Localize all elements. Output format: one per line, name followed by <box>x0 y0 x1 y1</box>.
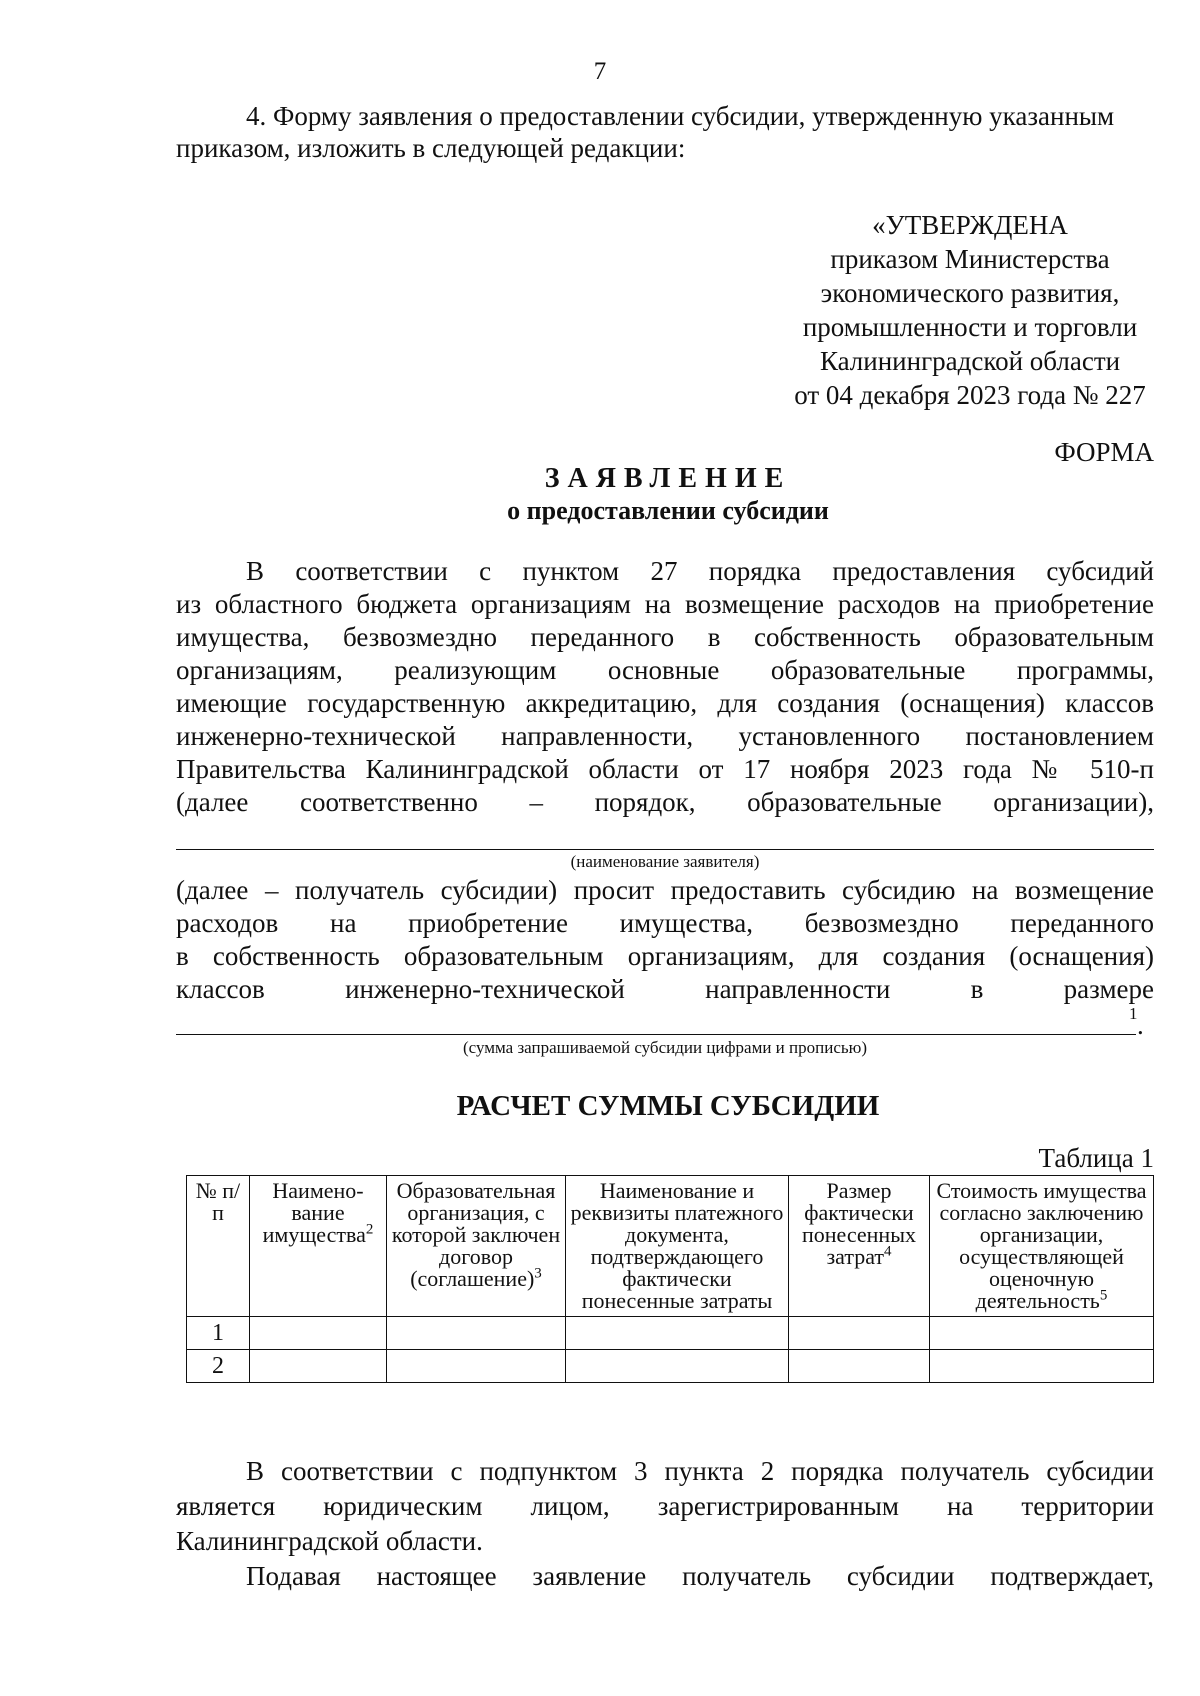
intro-line-1: 4. Форму заявления о предоставлении субсидии, утвержденную указанным <box>246 101 1115 131</box>
footnote-mark-1: 1 <box>1129 1004 1138 1023</box>
applicant-name-line <box>176 849 1154 850</box>
document-subtitle: о предоставлении субсидии <box>507 496 829 525</box>
para2-line-1: (далее – получатель субсидии) просит предоставить субсидию на возмещение <box>176 875 1154 905</box>
form-label: ФОРМА <box>1054 437 1154 467</box>
para1-line-6: инженерно-технической направленности, установленного постановлением <box>176 721 1154 751</box>
applicant-caption: (наименование заявителя) <box>570 852 760 871</box>
row-number: 1 <box>187 1317 250 1350</box>
table-cell <box>250 1350 387 1383</box>
table-cell <box>387 1350 566 1383</box>
table-cell <box>789 1317 930 1350</box>
approval-line-1: «УТВЕРЖДЕНА <box>872 210 1068 240</box>
page-number: 7 <box>593 58 607 85</box>
table-cell <box>566 1350 789 1383</box>
document-title: ЗАЯВЛЕНИЕ <box>544 463 792 494</box>
table-cell <box>930 1317 1154 1350</box>
approval-line-4: промышленности и торговли <box>802 312 1138 342</box>
table-cell <box>566 1317 789 1350</box>
table-cell <box>250 1317 387 1350</box>
para3-line-1: В соответствии с подпунктом 3 пункта 2 порядка получатель субсидии <box>246 1456 1154 1486</box>
calculation-table <box>186 1175 1154 1383</box>
intro-line-2: приказом, изложить в следующей редакции: <box>176 133 686 163</box>
approval-line-5: Калининградской области <box>819 346 1121 376</box>
para2-line-4: классов инженерно-технической направленности в размере <box>176 974 1154 1004</box>
para1-line-8: (далее соответственно – порядок, образовательные организации), <box>176 787 1154 817</box>
header-property-name: Наимено-вание имущества$^2$ <box>250 1176 387 1317</box>
para3-line-3: Калининградской области. <box>176 1526 483 1556</box>
sum-caption: (сумма запрашиваемой субсидии цифрами и прописью) <box>463 1038 867 1057</box>
table-cell <box>387 1317 566 1350</box>
header-num: № п/п <box>187 1176 250 1317</box>
table-row <box>187 1317 1154 1350</box>
section-title: РАСЧЕТ СУММЫ СУБСИДИИ <box>456 1090 880 1122</box>
para2-line-2: расходов на приобретение имущества, безвозмездно переданного <box>176 908 1154 938</box>
header-payment-document: Наименование и реквизиты платежного документа, подтверждающего фактически понесенные затраты <box>566 1176 789 1317</box>
para1-line-2: из областного бюджета организациям на возмещение расходов на приобретение <box>176 589 1154 619</box>
approval-block <box>700 208 1200 412</box>
para1-line-5: имеющие государственную аккредитацию, для создания (оснащения) классов <box>176 688 1154 718</box>
header-actual-costs: Размер фактически понесенных затрат$^4$ <box>789 1176 930 1317</box>
table-row <box>187 1350 1154 1383</box>
table-label: Таблица 1 <box>1038 1143 1154 1173</box>
approval-line-3: экономического развития, <box>820 278 1120 308</box>
para2-line-3: в собственность образовательным организациям, для создания (оснащения) <box>176 941 1154 971</box>
sum-period: . <box>1137 1010 1144 1040</box>
para3-line-2: является юридическим лицом, зарегистрированным на территории <box>176 1491 1154 1521</box>
row-number: 2 <box>187 1350 250 1383</box>
para1-line-4: организациям, реализующим основные образовательные программы, <box>176 655 1154 685</box>
para1-line-7: Правительства Калининградской области от 17 ноября 2023 года № 510-п <box>176 754 1154 784</box>
para4-line-1: Подавая настоящее заявление получатель субсидии подтверждает, <box>246 1561 1154 1591</box>
table-cell <box>930 1350 1154 1383</box>
sum-line <box>176 1034 1136 1035</box>
table-cell <box>789 1350 930 1383</box>
para1-line-1: В соответствии с пунктом 27 порядка предоставления субсидий <box>246 556 1154 586</box>
approval-line-2: приказом Министерства <box>830 244 1110 274</box>
header-organization: Образовательная организация, с которой заключен договор (соглашение)$^3$ <box>387 1176 566 1317</box>
header-property-value: Стоимость имущества согласно заключению организации, осуществляющей оценочную деятельность$^5$ <box>930 1176 1154 1317</box>
approval-line-6: от 04 декабря 2023 года № 227 <box>794 380 1146 410</box>
table-header-row <box>187 1176 1154 1317</box>
para1-line-3: имущества, безвозмездно переданного в собственность образовательным <box>176 622 1154 652</box>
